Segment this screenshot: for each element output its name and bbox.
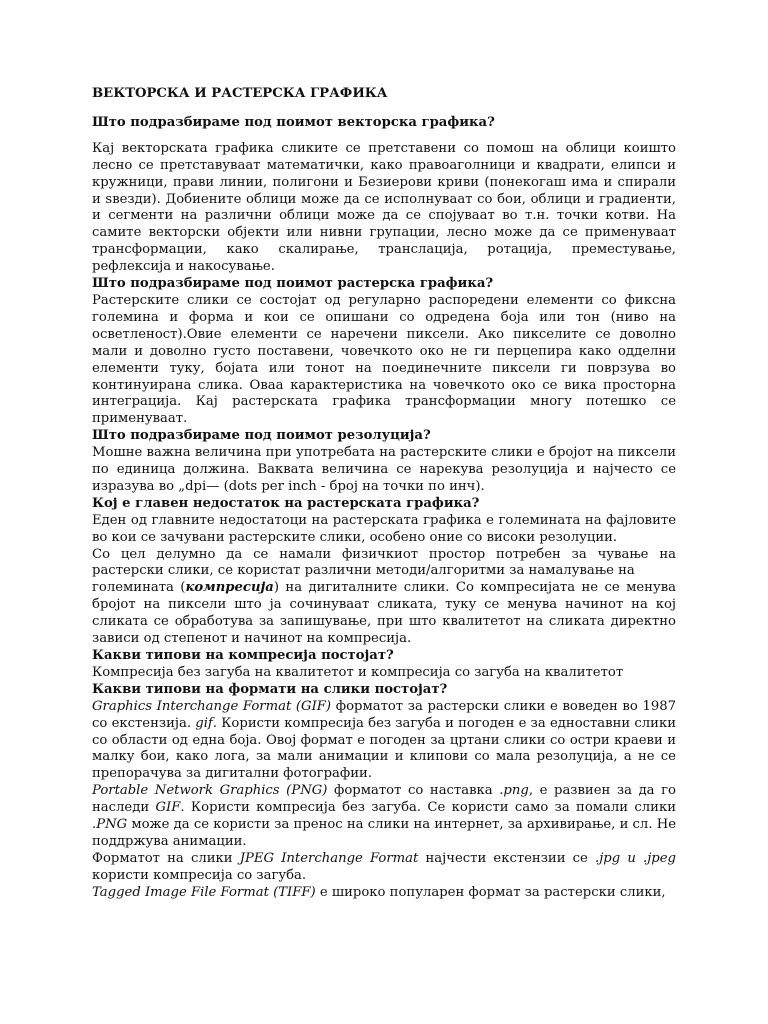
gif-text-2: . Користи компресија без загуба и погоден е за едноставни слики со области од една боја. Овој формат е погоден за цртани слики со остри краеви и малку бои, како лога, за мали анимации и клипови со мала резолуција, а не се препорачува за дигитални фотографии. [92,715,676,782]
paragraph-compression-types: Компресија без загуба на квалитетот и компресија со загуба на квалитетот [92,664,624,680]
gif-extension: gif [195,715,213,731]
png-text-3: . Користи компресија без загуба. Се користи само за помали слики [180,800,677,816]
heading-raster-graphics: Што подразбираме под поимот растерска графика? [92,276,494,292]
png-text-2: , е развиен за да го наследи [92,783,676,816]
gif-format-name: Graphics Interchange Format (GIF) [92,698,332,714]
heading-compression-types: Какви типови на компресија постојат? [92,648,394,663]
jpeg-text-1: Форматот на слики [92,850,240,866]
paragraph-jpeg [92,851,676,885]
jpeg-extensions: .jpg и .jpeg [595,850,676,866]
heading-image-formats: Какви типови на формати на слики постојат? [92,681,448,697]
compression-intro-text: Со цел делумно да се намали физичкиот простор потребен за чување на растерски слики, се користат различни методи/алгоритми за намалување на [92,546,676,579]
jpeg-text-3: користи компресија со загуба. [92,867,307,883]
paragraph-tiff [92,885,676,902]
tiff-text: е широко популарен формат за растерски слики, [315,884,666,900]
png-format-name: Portable Network Graphics (PNG) [92,783,328,799]
png-extension-upper: .PNG [92,817,128,833]
png-gif-reference: GIF [155,800,181,816]
heading-raster-drawback: Кој е главен недостаток на растерската графика? [92,495,480,511]
paragraph-gif [92,699,676,784]
tiff-format-name: Tagged Image File Format (TIFF) [92,884,316,900]
paragraph-raster-graphics: Растерските слики се состојат од регуларно распоредени елементи со фиксна големина и форма и кои се опишани со одредена боја или тон (ниво на осветленост).Овие елементи се наречени пиксели. Ако пикселите се доволно мали и доволно густо поставени, човечкото око не ги перцепира како одделни елементи туку, бојата или тонот на поединечните пиксели ги поврзува во континуирана слика. Оваа карактеристика на човечкото око се вика просторна интеграција. Кај растерската графика трансформации многу потешко се применуваат. [92,292,676,427]
paragraph-png [92,783,676,851]
compression-detail-text: ) на дигиталните слики. Со компресијата не се менува бројот на пиксели што ја сочинуваат сликата, туку се менува начинот на кој сликата се обработува за запишување, при што квалитетот на сликата директно зависи од степенот и начинот на компресија. [92,580,676,647]
png-text-4: може да се користи за пренос на слики на интернет, за архивирање, и сл. Не поддржува анимации. [92,817,676,849]
jpeg-text-2: најчести екстензии се [418,850,596,866]
document-title: ВЕКТОРСКА И РАСТЕРСКА ГРАФИКА [92,86,388,101]
png-text-1: форматот со наставка [327,783,500,799]
heading-resolution: Што подразбираме под поимот резолуција? [92,428,431,444]
jpeg-format-name: JPEG Interchange Format [239,850,419,866]
document-page [92,86,676,902]
png-extension: .png [499,783,529,799]
compression-size-text: големината ( [92,580,186,596]
heading-vector-graphics: Што подразбираме под поимот векторска графика? [92,114,495,130]
gif-text-1: форматот за растерски слики е воведен во 1987 со екстензија. [92,698,677,731]
paragraph-raster-drawback: Еден од главните недостатоци на растерската графика е големината на фајловите во кои се зачувани растерските слики, особено оние со високи резолуции. [92,512,676,545]
compression-term: компресија [185,580,274,596]
paragraph-compression-intro [92,547,676,648]
paragraph-vector-graphics: Кај векторската графика сликите се претставени со помош на облици коишто лесно се претставуваат математички, како правоаголници и квадрати, елипси и кружници, прави линии, полигони и Безиерови криви (понекогаш има и спирали и ѕвезди). Добиените облици може да се исполнуваат со бои, облици и градиенти, и сегменти на различни облици може да се спојуваат во т.н. точки котви. На самите векторски објекти или нивни групации, лесно може да се применуваат трансформации, како скалирање, транслација, ротација, преместување, рефлексија и накосување. [92,140,676,275]
paragraph-resolution: Мошне важна величина при употребата на растерските слики е бројот на пиксели по единица должина. Ваквата величина се нарекува резолуција и најчесто се изразува во „dpi— (dots per inch - број на точки по инч). [92,445,676,494]
